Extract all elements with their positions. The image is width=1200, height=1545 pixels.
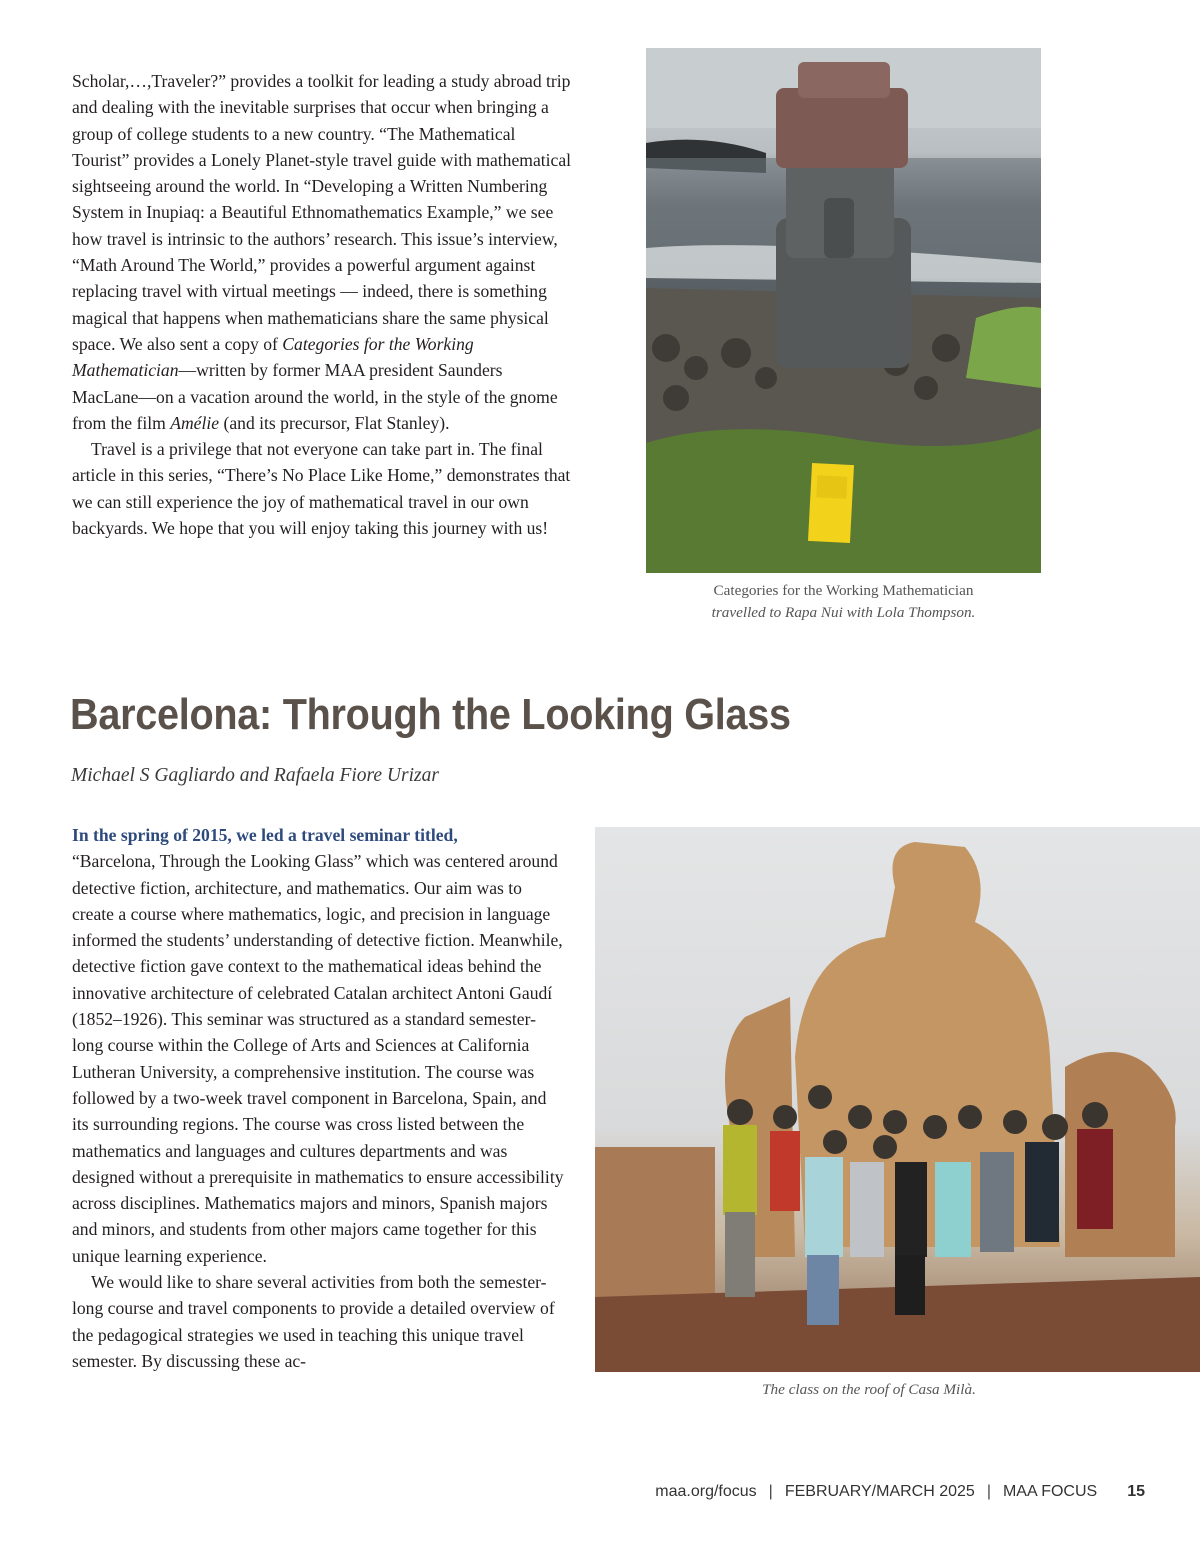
- footer-url: maa.org/focus: [655, 1483, 757, 1500]
- page-number: 15: [1127, 1483, 1145, 1500]
- casa-mila-photo-caption: The class on the roof of Casa Milà.: [762, 1381, 976, 1398]
- footer-issue: FEBRUARY/MARCH 2025: [784, 1483, 975, 1500]
- film-title: Amélie: [170, 412, 220, 433]
- book-title: Categories for the Working Mathematician: [72, 333, 474, 381]
- article-paragraph-1: In the spring of 2015, we led a travel seminar titled, “Barcelona, Through the Looking Glass” which was centered around detective fiction, architecture, and mathematics. Our aim was to create a course where mathematics, logic, and precision in language informed the students’ understanding of detective fiction. Meanwhile, detective fiction gave context to the mathematical ideas behind the innovative architecture of celebrated Catalan architect Antoni Gaudí (1852–1926). This seminar was structured as a standard semester-long course within the College of Arts and Sciences at California Lutheran University, a comprehensive institution. The course was followed by a two-week travel component in Barcelona, Spain, and its surrounding regions. The course was cross listed between the mathematics and languages and cultures departments and was designed without a prerequisite in mathematics to ensure accessibility across disciplines. Mathematics majors and minors, Spanish majors and minors, and students from other majors came together for this unique learning experience.: [72, 825, 564, 1266]
- lead-in-text: In the spring of 2015, we led a travel seminar titled,: [72, 825, 458, 845]
- article-title: Barcelona: Through the Looking Glass: [70, 690, 791, 739]
- intro-paragraph-1: Scholar,…,Traveler?” provides a toolkit for leading a study abroad trip and dealing with the inevitable surprises that occur when bringing a group of college students to a new country. “The Mathematical Tourist” provides a Lonely Planet-style travel guide with mathematical sightseeing around the world. In “Developing a Written Numbering System in Inupiaq: a Beautiful Ethnomathematics Example,” we see how travel is intrinsic to the authors’ research. This issue’s interview, “Math Around The World,” provides a powerful argument against replacing travel with virtual meetings — indeed, there is something magical that happens when mathematicians share the same physical space. We also sent a copy of Categories for the Working Mathematician—written by former MAA president Saunders MacLane—on a vacation around the world, in the style of the gnome from the film Amélie (and its precursor, Flat Stanley).: [72, 71, 572, 433]
- casa-mila-photo: [595, 827, 1200, 1372]
- footer-publication: MAA FOCUS: [1002, 1483, 1098, 1500]
- article-body: [72, 822, 567, 1374]
- casa-mila-photo-illustration: [595, 827, 1200, 1372]
- page-footer: [655, 1478, 1145, 1506]
- intro-paragraph-2: Travel is a privilege that not everyone can take part in. The final article in this series, “There’s No Place Like Home,” demonstrates that we can still experience the joy of mathematical travel in our own backyards. We hope that you will enjoy taking this journey with us!: [72, 439, 571, 539]
- caption1-line1: Categories for the Working Mathematician: [713, 582, 974, 599]
- intro-text-column: [72, 68, 572, 541]
- footer-separator: |: [986, 1483, 991, 1500]
- article-paragraph-2: We would like to share several activities from both the semester-long course and travel components to provide a detailed overview of the pedagogical strategies we used in teaching this unique travel semester. By discussing these ac-: [72, 1272, 555, 1371]
- book-on-grass: [808, 463, 854, 543]
- article-authors: Michael S Gagliardo and Rafaela Fiore Urizar: [71, 765, 439, 786]
- footer-separator: |: [768, 1483, 773, 1500]
- moai-photo-illustration: [646, 48, 1041, 573]
- moai-photo: [646, 48, 1041, 573]
- caption1-line2: travelled to Rapa Nui with Lola Thompson.: [711, 604, 976, 621]
- moai-photo-caption: [646, 580, 1041, 624]
